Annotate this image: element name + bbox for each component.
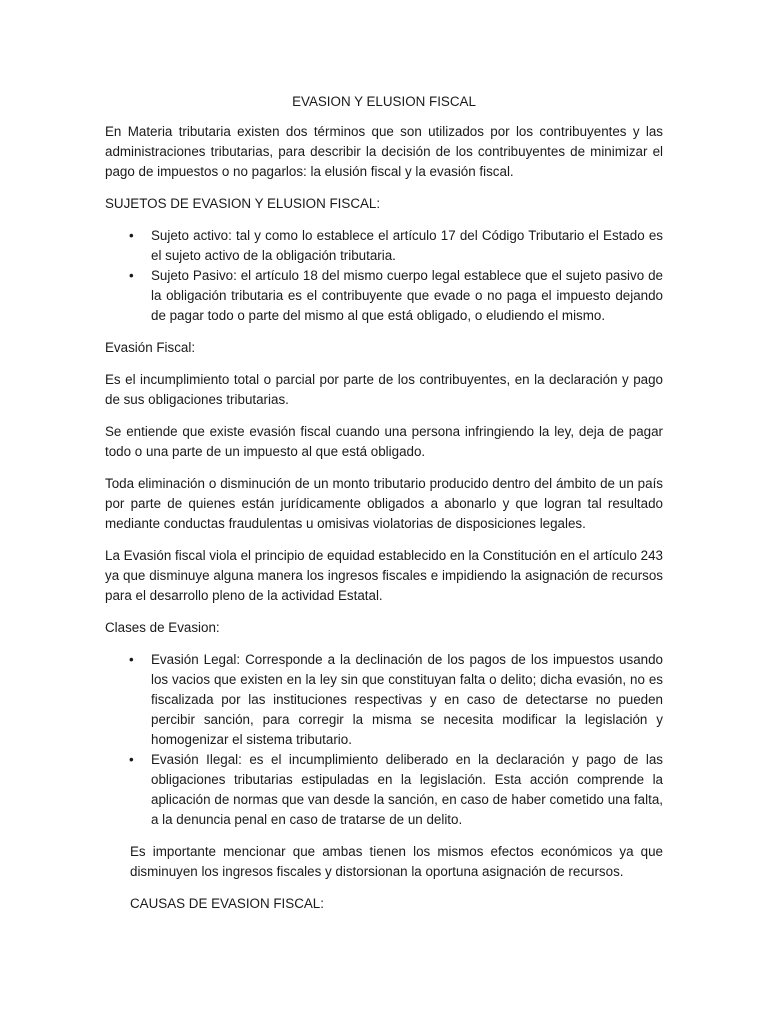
evasion-paragraph: La Evasión fiscal viola el principio de equidad establecido en la Constitución en el artículo 243 ya que disminuye alguna manera los ingresos fiscales e impidiendo la asignación de recursos para el desarrollo pleno de la actividad Estatal. (105, 548, 663, 603)
bullet-icon: • (129, 268, 134, 283)
list-item (105, 266, 663, 326)
document-body (105, 92, 663, 926)
list-item (105, 226, 663, 266)
evasion-paragraph: Toda eliminación o disminución de un monto tributario producido dentro del ámbito de un país por parte de quienes están jurídicamente obligados a abonarlo y que logran tal resultado mediante conductas fraudulentas u omisivas violatorias de disposiciones legales. (105, 476, 663, 531)
bullet-icon: • (129, 652, 134, 667)
evasion-paragraph: Se entiende que existe evasión fiscal cuando una persona infringiendo la ley, deja de pagar todo o una parte de un impuesto al que está obligado. (105, 424, 663, 459)
sujetos-heading: SUJETOS DE EVASION Y ELUSION FISCAL: (105, 196, 381, 211)
evasion-paragraph: Es el incumplimiento total o parcial por parte de los contribuyentes, en la declaración y pago de sus obligaciones tributarias. (105, 372, 663, 407)
list-item-text: Sujeto activo: tal y como lo establece el artículo 17 del Código Tributario el Estado es el sujeto activo de la obligación tributaria. (151, 228, 663, 263)
bullet-icon: • (129, 752, 134, 767)
evasion-heading: Evasión Fiscal: (105, 340, 196, 355)
causas-heading: CAUSAS DE EVASION FISCAL: (130, 896, 324, 911)
clases-heading: Clases de Evasion: (105, 620, 220, 635)
bullet-icon: • (129, 228, 134, 243)
list-item-text: Evasión Legal: Corresponde a la declinación de los pagos de los impuestos usando los vacios que existen en la ley sin que constituyan falta o delito; dicha evasión, no es fiscalizada por las instituciones respectivas y en caso de detectarse no pueden percibir sanción, para corregir la misma se necesita modificar la legislación y homogenizar el sistema tributario. (151, 652, 663, 747)
sujetos-list (105, 226, 663, 326)
conclusion-paragraph: Es importante mencionar que ambas tienen los mismos efectos económicos ya que disminuyen los ingresos fiscales y distorsionan la oportuna asignación de recursos. (130, 844, 663, 879)
intro-paragraph: En Materia tributaria existen dos términos que son utilizados por los contribuyentes y las administraciones tributarias, para describir la decisión de los contribuyentes de minimizar el pago de impuestos o no pagarlos: la elusión fiscal y la evasión fiscal. (105, 124, 663, 179)
list-item (105, 650, 663, 750)
list-item-text: Evasión Ilegal: es el incumplimiento deliberado en la declaración y pago de las obligaciones tributarias estipuladas en la legislación. Esta acción comprende la aplicación de normas que van desde la sanción, en caso de haber cometido una falta, a la denuncia penal en caso de tratarse de un delito. (151, 752, 663, 827)
list-item (105, 750, 663, 830)
document-title: EVASION Y ELUSION FISCAL (292, 94, 476, 109)
clases-list (105, 650, 663, 830)
list-item-text: Sujeto Pasivo: el artículo 18 del mismo cuerpo legal establece que el sujeto pasivo de la obligación tributaria es el contribuyente que evade o no paga el impuesto dejando de pagar todo o parte del mismo al que está obligado, o eludiendo el mismo. (151, 268, 663, 323)
